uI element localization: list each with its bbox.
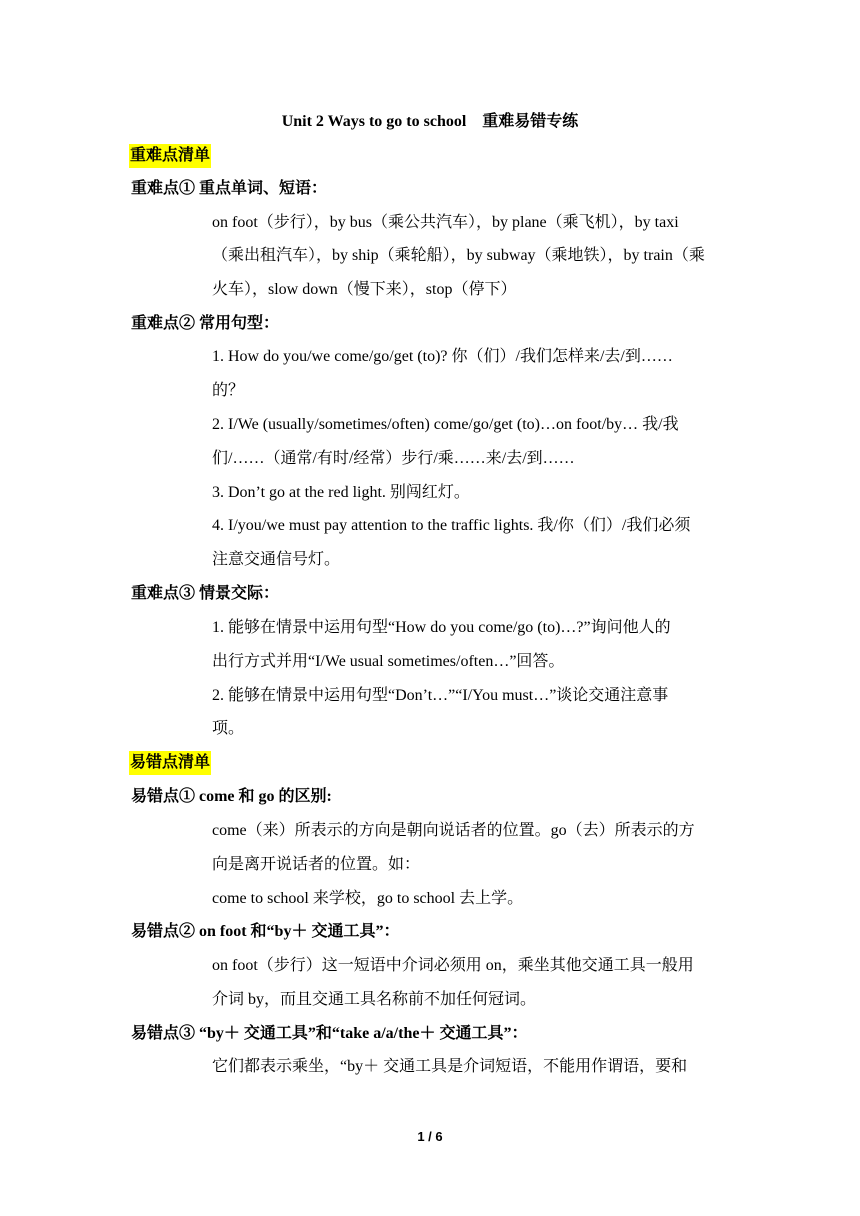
key-point-1-line: （乘出租汽车），by ship（乘轮船），by subway（乘地铁），by train（乘 [212,247,705,264]
error-point-3-line: 它们都表示乘坐，“by＋ 交通工具是介词短语，不能用作谓语，要和 [212,1058,688,1075]
error-point-1-heading: 易错点① come 和 go 的区别: [131,788,332,805]
key-point-2-line: 3. Don’t go at the red light. 别闯红灯。 [212,484,470,501]
key-point-2-line: 1. How do you/we come/go/get (to)? 你（们）/我们怎样来/去/到…… [212,348,673,365]
error-point-1-line: 向是离开说话者的位置。如： [212,856,421,873]
error-point-2-line: on foot（步行）这一短语中介词必须用 on，乘坐其他交通工具一般用 [212,957,694,974]
error-point-1-line: come to school 来学校，go to school 去上学。 [212,890,524,907]
key-point-2-line: 2. I/We (usually/sometimes/often) come/go/get (to)…on foot/by… 我/我 [212,416,679,433]
error-point-2-line: 介词 by，而且交通工具名称前不加任何冠词。 [212,991,537,1008]
key-point-3-line: 1. 能够在情景中运用句型“How do you come/go (to)…?”询问他人的 [212,619,671,636]
key-point-3-line: 2. 能够在情景中运用句型“Don’t…”“I/You must…”谈论交通注意事 [212,687,669,704]
key-point-1-line: 火车），slow down（慢下来），stop（停下） [212,281,517,298]
section-heading-error-points: 易错点清单 [129,751,211,775]
key-point-2-line: 4. I/you/we must pay attention to the traffic lights. 我/你（们）/我们必须 [212,517,691,534]
key-point-2-line: 注意交通信号灯。 [212,551,341,568]
page-title: Unit 2 Ways to go to school 重难易错专练 [281,113,579,130]
key-point-2-heading: 重难点② 常用句型： [131,315,280,332]
key-point-2-line: 的？ [212,382,245,399]
key-point-1-heading: 重难点① 重点单词、短语： [131,180,328,197]
key-point-3-line: 项。 [212,720,245,737]
error-point-2-heading: 易错点② on foot 和“by＋ 交通工具”： [131,923,400,940]
section-heading-key-points: 重难点清单 [129,144,211,168]
key-point-1-line: on foot（步行），by bus（乘公共汽车），by plane（乘飞机），by taxi [212,214,679,231]
error-point-1-line: come（来）所表示的方向是朝向说话者的位置。go（去）所表示的方 [212,822,695,839]
key-point-2-line: 们/……（通常/有时/经常）步行/乘……来/去/到…… [212,450,575,467]
error-point-3-heading: 易错点③ “by＋ 交通工具”和“take a/a/the＋ 交通工具”： [131,1025,528,1042]
key-point-3-line: 出行方式并用“I/We usual sometimes/often…”回答。 [212,653,565,670]
page-number: 1 / 6 [417,1129,443,1144]
key-point-3-heading: 重难点③ 情景交际： [131,585,280,602]
